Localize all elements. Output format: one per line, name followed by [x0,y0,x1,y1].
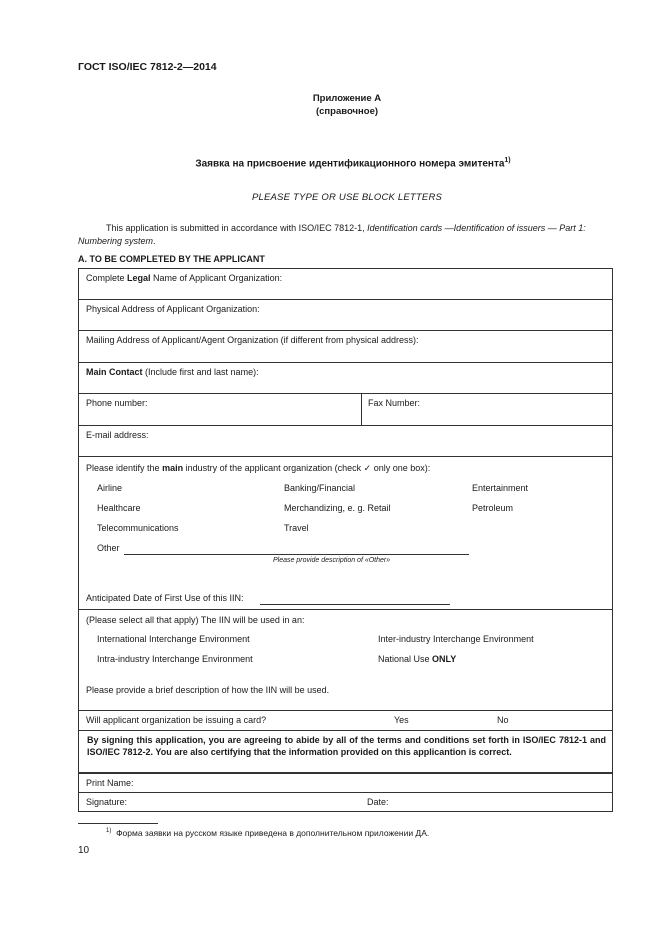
card-issuing-row [78,711,613,731]
phone-label: Phone number: [86,398,148,408]
footnote-reference: 1) [504,157,511,164]
legal-name-field[interactable] [78,268,613,300]
agreement-text: By signing this application, you are agreeing to abide by all of the terms and conditions set forth in ISO/IEC 7812-1 and ISO/IEC 7812-2. You are also certifying that the information provided on this applicantion is correct. [87,735,606,757]
industry-option-airline[interactable]: Airline [97,483,123,493]
signature-label: Signature: [86,797,128,807]
mailing-address-field[interactable] [78,331,613,363]
annex-title: Приложение А [312,93,382,104]
agreement-notice [78,731,613,773]
other-description-hint: Please provide description of «Other» [273,557,391,564]
industry-option-travel[interactable]: Travel [284,523,309,533]
legal-name-label: Complete Legal Name of Applicant Organization: [86,273,283,283]
usage-description-label: Please provide a brief description of how the IIN will be used. [86,685,330,695]
industry-option-healthcare[interactable]: Healthcare [97,503,141,513]
card-question: Will applicant organization be issuing a card? [86,715,267,725]
usage-option-national[interactable]: National Use ONLY [378,654,457,664]
signature-date-row [78,793,613,812]
industry-option-other[interactable]: Other [97,543,120,553]
usage-option-intra-industry[interactable]: Intra-industry Interchange Environment [97,654,253,664]
print-name-field[interactable] [78,773,613,793]
industry-option-banking[interactable]: Banking/Financial [284,483,356,493]
usage-section [78,610,613,711]
industry-option-entertainment[interactable]: Entertainment [472,483,529,493]
footnote-divider [78,823,158,824]
physical-address-field[interactable] [78,300,613,331]
usage-option-inter-industry[interactable]: Inter-industry Interchange Environment [378,634,534,644]
intro-end: . [153,236,156,246]
first-use-date-line[interactable] [260,604,450,605]
form-title [0,157,661,169]
card-option-no[interactable]: No [497,715,509,725]
intro-standard-title: Identification cards —Identification of issuers — Part 1: Numbering system [78,223,586,246]
physical-address-label: Physical Address of Applicant Organization: [86,304,260,314]
other-description-line[interactable] [124,554,469,555]
print-name-label: Print Name: [86,778,134,788]
mailing-address-label: Mailing Address of Applicant/Agent Organization (if different from physical address): [86,335,419,345]
footnote-text: Форма заявки на русском языке приведена в дополнительном приложении ДА. [116,828,430,838]
main-contact-field[interactable] [78,363,613,394]
first-use-label: Anticipated Date of First Use of this IIN: [86,593,244,603]
divider [361,394,362,425]
phone-fax-row [78,394,613,426]
page-number: 10 [78,845,90,856]
document-header: ГОСТ ISO/IEC 7812-2—2014 [78,61,217,73]
intro-lead: This application is submitted in accordance with ISO/IEC 7812-1, [106,223,368,233]
footnote-mark: 1) [106,828,112,835]
annex-subtitle: (справочное) [315,106,379,117]
application-form [78,268,613,812]
industry-option-petroleum[interactable]: Petroleum [472,503,514,513]
email-label: E-mail address: [86,430,149,440]
fax-label: Fax Number: [368,398,421,408]
usage-prompt: (Please select all that apply) The IIN will be used in an: [86,615,305,625]
usage-option-international[interactable]: International Interchange Environment [97,634,250,644]
industry-section [78,457,613,610]
card-option-yes[interactable]: Yes [394,715,409,725]
industry-option-telecom[interactable]: Telecommunications [97,523,179,533]
main-contact-label: Main Contact (Include first and last name): [86,367,259,377]
form-title-text: Заявка на присвоение идентификационного номера эмитента [195,158,505,170]
industry-prompt: Please identify the main industry of the applicant organization (check ✓ only one box): [86,463,431,473]
block-letters-instruction: PLEASE TYPE OR USE BLOCK LETTERS [251,192,443,203]
intro-paragraph [78,222,614,248]
footnote [106,828,429,838]
section-a-heading: A. TO BE COMPLETED BY THE APPLICANT [78,254,265,264]
industry-option-merchandizing[interactable]: Merchandizing, e. g. Retail [284,503,391,513]
date-label: Date: [367,797,389,807]
email-field[interactable] [78,426,613,457]
